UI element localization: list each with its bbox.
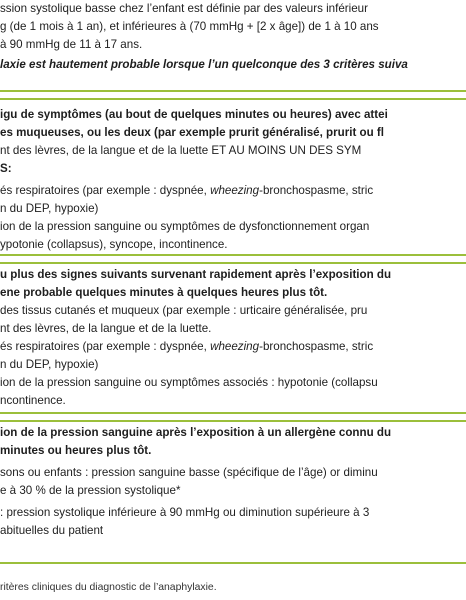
criterion-2-item-respiratory-cont: n du DEP, hypoxie): [0, 358, 99, 371]
criterion-1-heading-1: igu de symptômes (au bout de quelques minutes ou heures) avec attei: [0, 108, 388, 121]
criterion-1-item-pressure-cont: ypotonie (collapsus), syncope, incontinence.: [0, 238, 228, 251]
criterion-1-heading-4: S:: [0, 162, 12, 175]
criterion-1-item-pressure: ion de la pression sanguine ou symptômes de dysfonctionnement organ: [0, 220, 370, 233]
criterion-2-item-pressure: ion de la pression sanguine ou symptômes associés : hypotonie (collapsu: [0, 376, 378, 389]
criterion-2-item-respiratory: és respiratoires (par exemple : dyspnée, wheezing-bronchospasme, stric: [0, 340, 374, 353]
intro-statement: laxie est hautement probable lorsque l’un quelconque des 3 critères suiva: [0, 58, 408, 71]
criterion-2-heading-2: ene probable quelques minutes à quelques heures plus tôt.: [0, 286, 328, 299]
criterion-2-item-pressure-cont: ncontinence.: [0, 394, 66, 407]
criterion-3-item-adults: : pression systolique inférieure à 90 mmHg ou diminution supérieure à 3: [0, 506, 370, 519]
intro-line-2: g (de 1 mois à 1 an), et inférieures à (70 mmHg + [2 x âge]) de 1 à 10 ans: [0, 20, 379, 33]
criterion-2-heading-1: u plus des signes suivants survenant rapidement après l’exposition du: [0, 268, 392, 281]
criterion-2-item-gastro: [0, 410, 363, 414]
intro-line-3: à 90 mmHg de 11 à 17 ans.: [0, 38, 143, 51]
criterion-1-box: [0, 98, 466, 256]
criterion-3-box: [0, 420, 466, 564]
criterion-3-item-adults-cont: abituelles du patient: [0, 524, 104, 537]
criterion-3-item-children-cont: e à 30 % de la pression systolique*: [0, 484, 181, 497]
criterion-3-heading-2: minutes ou heures plus tôt.: [0, 444, 152, 457]
criterion-2-item-skin-cont: nt des lèvres, de la langue et de la luette.: [0, 322, 212, 335]
criterion-1-item-respiratory: és respiratoires (par exemple : dyspnée, wheezing-bronchospasme, stric: [0, 184, 374, 197]
criterion-3-item-children: sons ou enfants : pression sanguine basse (spécifique de l’âge) or diminu: [0, 466, 378, 479]
intro-line-1: ssion systolique basse chez l’enfant est définie par des valeurs inférieur: [0, 2, 368, 15]
criterion-1-item-respiratory-cont: n du DEP, hypoxie): [0, 202, 99, 215]
intro-box: [0, 0, 466, 92]
criterion-1-heading-3: nt des lèvres, de la langue et de la luette ET AU MOINS UN DES SYM: [0, 144, 362, 157]
criterion-2-item-skin: des tissus cutanés et muqueux (par exemple : urticaire généralisée, pru: [0, 304, 368, 317]
criterion-1-heading-2: es muqueuses, ou les deux (par exemple prurit généralisé, prurit ou fl: [0, 126, 384, 139]
table-caption: ritères cliniques du diagnostic de l’anaphylaxie.: [0, 582, 217, 593]
criterion-2-box: [0, 262, 466, 414]
criterion-3-heading-1: ion de la pression sanguine après l’exposition à un allergène connu du: [0, 426, 392, 439]
